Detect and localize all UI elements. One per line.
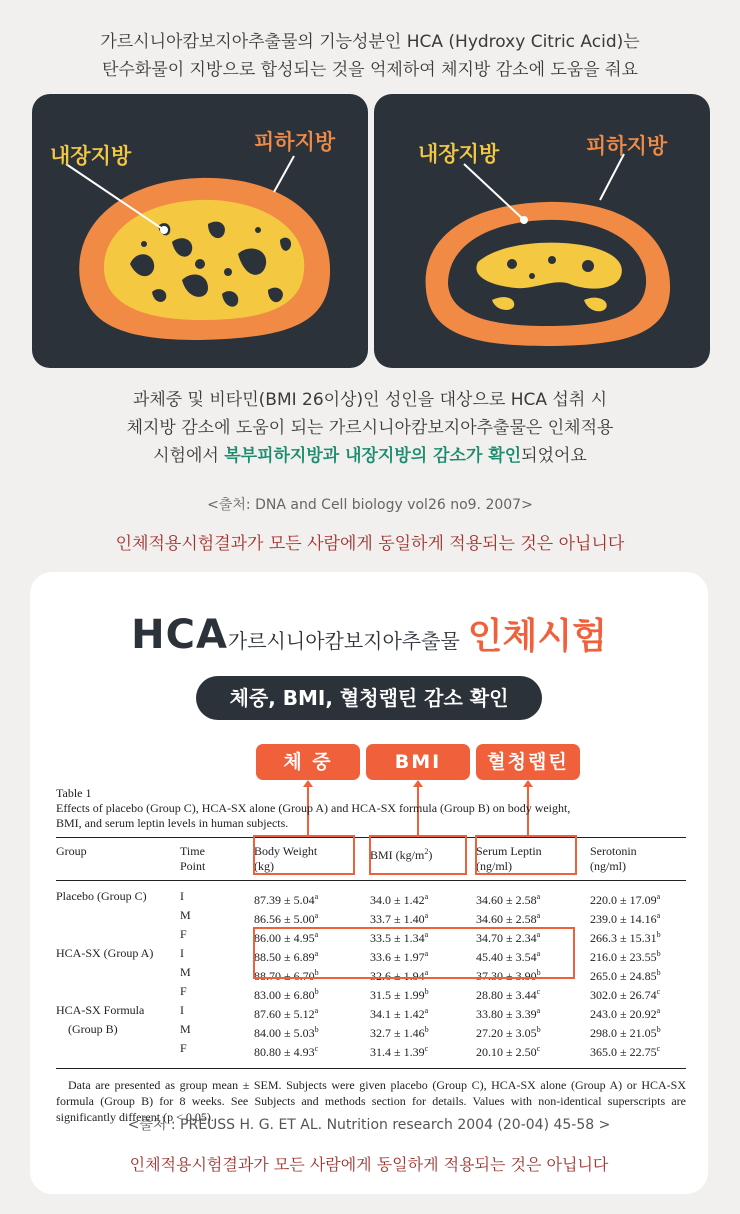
summary-line-3-pre: 시험에서 [153,446,225,466]
intro-line-2: 탄수화물이 지방으로 합성되는 것을 억제하여 체지방 감소에 도움을 줘요 [102,60,638,80]
table-row: HCA-SX (Group A) I 88.50 ± 6.89$^a$ 33.6 ± 1.97$^a$ 45.40 ± 3.54$^a$ 216.0 ± 23.55$^b$ [56,946,661,964]
visceral-fat-label: 내장지방 [418,142,500,166]
disclaimer-2: 인체적용시험결과가 모든 사람에게 동일하게 적용되는 것은 아닙니다 [129,1155,609,1174]
table-row: F 80.80 ± 4.93$^c$ 31.4 ± 1.39$^c$ 20.10 ± 2.50$^c$ 365.0 ± 22.75$^c$ [56,1041,686,1069]
summary-line-1: 과체중 및 비타민(BMI 26이상)인 성인을 대상으로 HCA 섭취 시 [132,390,608,410]
table-row: F 83.00 ± 6.80$^b$ 31.5 ± 1.99$^b$ 28.80 ± 3.44$^c$ 302.0 ± 26.74$^c$ [180,984,661,1002]
disclaimer-1: 인체적용시험결과가 모든 사람에게 동일하게 적용되는 것은 아닙니다 [115,534,625,554]
table-row: F 86.00 ± 4.95$^a$ 33.5 ± 1.34$^a$ 34.70 ± 2.34$^a$ 266.3 ± 15.31$^b$ [180,927,661,945]
table-title: Table 1 [56,786,92,800]
result-pill: 체중, BMI, 혈청랩틴 감소 확인 [196,676,542,720]
table-row: M 88.70 ± 6.70$^b$ 32.6 ± 1.94$^a$ 37.30 ± 3.90$^b$ 265.0 ± 24.85$^b$ [180,965,661,983]
table-row: (Group B) M 84.00 ± 5.03$^b$ 32.7 ± 1.46$^b$ 27.20 ± 3.05$^b$ 298.0 ± 21.05$^b$ [68,1022,661,1040]
study-summary [0,386,740,470]
header-time-point: Time Point [180,844,206,873]
summary-line-2: 체지방 감소에 도움이 되는 가르시니아캄보지아추출물은 인체적용 [126,418,614,438]
tag-bmi: BMI [366,744,470,780]
header-serum-leptin: Serum Leptin (ng/ml) [476,844,542,873]
summary-line-3-post: 되었어요 [521,446,587,466]
summary-line-3 [0,442,740,470]
highlight-serum-leptin-header [475,835,577,875]
highlight-bmi-header [369,835,467,875]
header-bmi: BMI $(kg/m^2)$ [370,847,433,862]
visceral-fat-label: 내장지방 [50,144,132,168]
header-serotonin: Serotonin (ng/ml) [590,844,637,873]
tag-serum-leptin: 혈청랩틴 [476,744,580,780]
clinical-trial-card [30,572,708,1194]
table-caption-line-2: BMI, and serum leptin levels in human subjects. [56,816,289,830]
subcutaneous-fat-label: 피하지방 [586,134,668,158]
abdomen-diagram-before [32,94,368,368]
intro-text [0,28,740,84]
table-row: M 86.56 ± 5.00$^a$ 33.7 ± 1.40$^a$ 34.60 ± 2.58$^a$ 239.0 ± 14.16$^a$ [180,908,661,926]
table-footnote: Data are presented as group mean ± SEM. Subjects were given placebo (Group C), HCA-SX alone (Group A) or HCA-SX formula (Group B) for 8 weeks. See Subjects and methods section for details. Values with non-identical superscripts are significantly different (p < 0.05). [56,1078,686,1124]
card-title-trial: 인체시험 [467,616,607,657]
tag-body-weight: 체 중 [256,744,360,780]
table-caption-line-1: Effects of placebo (Group C), HCA-SX alone (Group A) and HCA-SX formula (Group B) on body weight, [56,801,571,815]
highlight-body-weight-header [253,835,355,875]
card-title-ingredient: 가르시니아캄보지아추출물 [227,629,460,653]
summary-highlight: 복부피하지방과 내장지방의 감소가 확인 [224,446,522,466]
table-row: HCA-SX Formula I 87.60 ± 5.12$^a$ 34.1 ± 1.42$^a$ 33.80 ± 3.39$^a$ 243.0 ± 20.92$^a$ [56,1003,661,1021]
source-citation-1: <출처: DNA and Cell biology vol26 no9. 2007> [207,497,533,513]
header-group: Group [56,844,87,858]
source-citation-2: <출처 : PREUSS H. G. ET AL. Nutrition research 2004 (20-04) 45-58 > [127,1117,611,1133]
highlight-hca-sx-group-rows [253,927,575,979]
card-title [30,608,708,659]
header-body-weight: Body Weight (kg) [254,844,318,873]
table-row: Placebo (Group C) I 87.39 ± 5.04$^a$ 34.0 ± 1.42$^a$ 34.60 ± 2.58$^a$ 220.0 ± 17.09$^a$ [56,889,661,907]
abdomen-diagram-after [374,94,710,368]
intro-line-1: 가르시니아캄보지아추출물의 기능성분인 HCA (Hydroxy Citric Acid)는 [100,32,640,52]
subcutaneous-fat-label: 피하지방 [254,130,336,154]
card-title-hca: HCA [131,612,228,658]
